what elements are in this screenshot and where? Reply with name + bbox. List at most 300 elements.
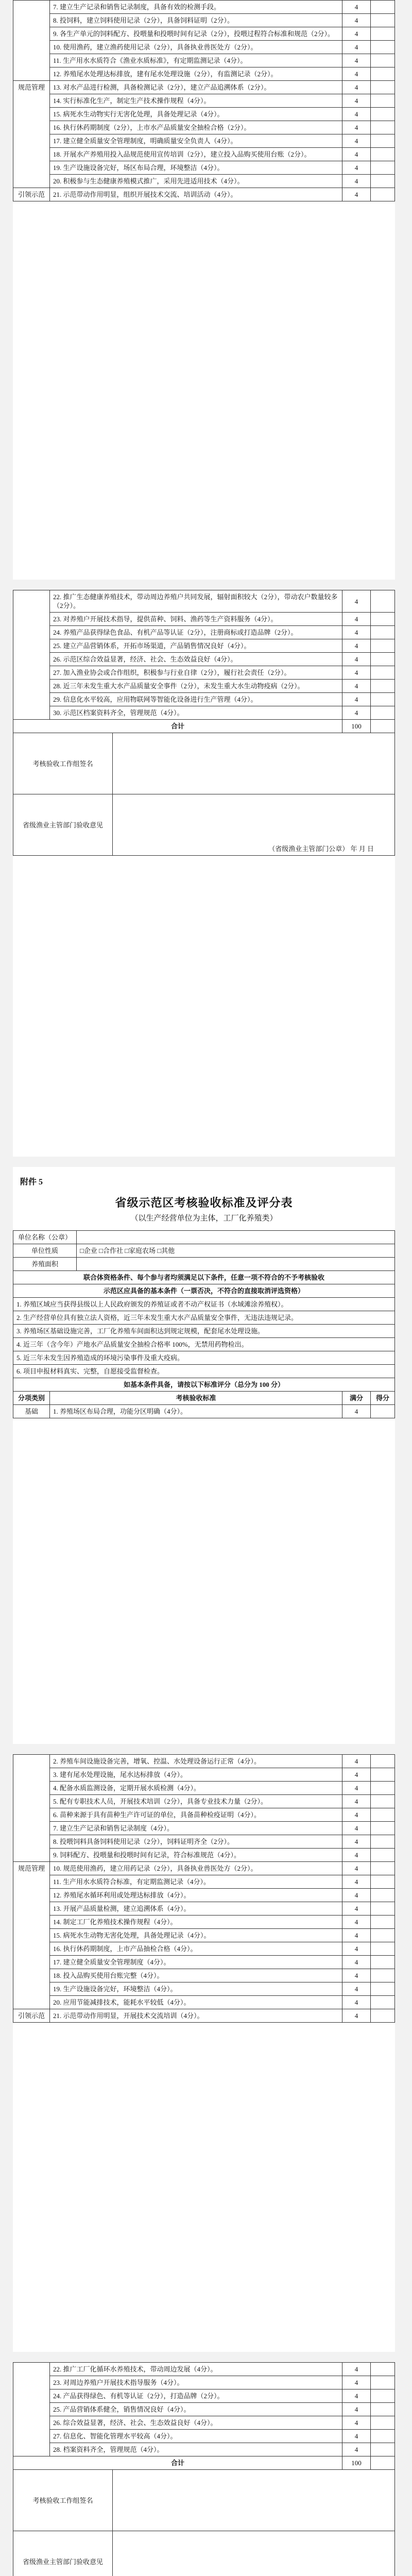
area-label: 养殖面积 (13, 1258, 77, 1271)
row-full: 4 (342, 666, 371, 680)
row-full: 4 (342, 2363, 371, 2376)
table-row (13, 2403, 395, 2416)
table-row (13, 1822, 395, 1835)
row-standard: 16. 执行休药期制度（2分），上市水产品质量安全抽检合格（2分）。 (50, 121, 342, 134)
row-category: 规范管理 (13, 81, 50, 94)
row-score-cell[interactable] (371, 1982, 395, 1996)
row-full: 4 (342, 1875, 371, 1889)
document-page-3 (13, 1167, 395, 1744)
row-category (13, 134, 50, 148)
row-full: 4 (342, 148, 371, 161)
row-score-cell[interactable] (371, 613, 395, 626)
notice-text: 联合体资格条件、每个参与者均须满足以下条件，任意一项不符合的不予考核验收 (13, 1271, 395, 1284)
row-score-cell[interactable] (371, 1835, 395, 1849)
score-header-p3 (13, 1391, 395, 1418)
row-standard: 10. 使用渔药，建立渔药使用记录（2分），具备执业兽医处方（2分）。 (50, 41, 342, 54)
unit-type-label: 单位性质 (13, 1244, 77, 1258)
row-category (13, 653, 50, 666)
row-standard: 24. 养殖产品获得绿色食品、有机产品等认证（2分），注册商标或打造品牌（2分）。 (50, 626, 342, 639)
row-full: 4 (342, 1862, 371, 1875)
row-full: 4 (342, 1782, 371, 1795)
row-category (13, 1875, 50, 1889)
total-table-p5 (13, 2456, 395, 2470)
row-category (13, 175, 50, 188)
basic-condition-row (13, 1311, 395, 1325)
row-full: 4 (342, 613, 371, 626)
total-label: 合计 (13, 720, 342, 733)
row-full: 4 (342, 14, 371, 27)
row-full: 4 (342, 1996, 371, 2009)
row-standard: 14. 制定工厂化养殖技术操作规程（4分）。 (50, 1916, 342, 1929)
basic-conditions-p3 (13, 1297, 395, 1378)
row-standard: 12. 养殖尾水处理达标排放，建有尾水处理设施（2分），有监测记录（2分）。 (50, 67, 342, 81)
row-category (13, 1, 50, 14)
row-category (13, 1969, 50, 1982)
table-row (13, 1889, 395, 1902)
row-score-cell[interactable] (371, 666, 395, 680)
row-category: 基础 (13, 1405, 50, 1418)
row-category (13, 1996, 50, 2009)
row-full: 4 (342, 27, 371, 41)
row-standard: 13. 对水产品进行检测，具备检测记录（2分），建立产品追溯体系（2分）。 (50, 81, 342, 94)
row-score-cell[interactable] (371, 14, 395, 27)
row-score-cell[interactable] (371, 1822, 395, 1835)
table-row (13, 67, 395, 81)
table-row (13, 27, 395, 41)
table-row (13, 1956, 395, 1969)
table-row (13, 1996, 395, 2009)
row-score-cell[interactable] (371, 2389, 395, 2403)
row-full: 4 (342, 1969, 371, 1982)
table-row (13, 2430, 395, 2443)
row-score-cell[interactable] (371, 54, 395, 67)
row-score-cell[interactable] (371, 680, 395, 693)
row-score-cell[interactable] (371, 2443, 395, 2456)
row-full: 4 (342, 1929, 371, 1942)
row-full: 4 (342, 2009, 371, 2023)
row-score-cell[interactable] (371, 706, 395, 720)
th-standard: 考核验收标准 (50, 1392, 342, 1405)
table-row (13, 2443, 395, 2456)
row-full: 4 (342, 2416, 371, 2430)
table-row (13, 666, 395, 680)
sheet-title: 省级示范区考核验收标准及评分表 (115, 1196, 293, 1209)
row-standard: 10. 规范使用渔药，建立用药记录（2分），具备执业兽医处方（2分）。 (50, 1862, 342, 1875)
table-row (13, 1942, 395, 1956)
row-score-cell[interactable] (371, 2009, 395, 2023)
row-score-cell[interactable] (371, 1956, 395, 1969)
row-standard: 15. 病死水生动物无害化处理，具备处理记录（4分）。 (50, 1929, 342, 1942)
row-standard: 1. 养殖场区布局合理，功能分区明确（4分）。 (50, 1405, 342, 1418)
score-table-p4 (13, 1754, 395, 2023)
table-row (13, 1929, 395, 1942)
total-score-cell[interactable] (371, 2456, 395, 2470)
row-standard: 21. 示范带动作用明显，开展技术交流培训（4分）。 (50, 2009, 342, 2023)
row-full: 4 (342, 67, 371, 81)
row-score-cell[interactable] (371, 1916, 395, 1929)
row-category (13, 1929, 50, 1942)
basic-condition-row (13, 1325, 395, 1338)
table-row (13, 134, 395, 148)
row-category (13, 1916, 50, 1929)
basic-conditions-header: 示范区应具备的基本条件（一票否决，不符合的直接取消评选资格） (13, 1284, 395, 1298)
row-standard: 27. 加入渔业协会或合作组织，积极参与行业自律（2分），履行社会责任（2分）。 (50, 666, 342, 680)
table-row (13, 1862, 395, 1875)
row-score-cell[interactable] (371, 2430, 395, 2443)
row-standard: 9. 饲料配方、投喂量和投喂时间有记录，符合标准规范（4分）。 (50, 1849, 342, 1862)
row-standard: 30. 示范区档案资料齐全，管理规范（4分）。 (50, 706, 342, 720)
row-standard: 13. 开展产品质量检测，建立追溯体系（4分）。 (50, 1902, 342, 1916)
row-standard: 14. 实行标准化生产，制定生产技术操作规程（4分）。 (50, 94, 342, 108)
row-full: 4 (342, 2389, 371, 2403)
row-full: 4 (342, 1916, 371, 1929)
row-category (13, 2389, 50, 2403)
row-category (13, 2430, 50, 2443)
row-category (13, 27, 50, 41)
row-full: 4 (342, 2403, 371, 2416)
row-score-cell[interactable] (371, 2416, 395, 2430)
row-full: 4 (342, 1849, 371, 1862)
row-category: 引领示范 (13, 2009, 50, 2023)
score-table-p5 (13, 2362, 395, 2456)
row-standard: 16. 执行休药期制度，上市产品抽检合格（4分）。 (50, 1942, 342, 1956)
row-category (13, 2416, 50, 2430)
table-row (13, 41, 395, 54)
row-full: 4 (342, 94, 371, 108)
row-category (13, 613, 50, 626)
row-score-cell[interactable] (371, 41, 395, 54)
row-standard: 26. 综合效益显著，经济、社会、生态效益良好（4分）。 (50, 2416, 342, 2430)
row-standard: 23. 对养殖户开展技术指导，提供苗种、饲料、渔药等生产资料服务（4分）。 (50, 613, 342, 626)
row-full: 4 (342, 693, 371, 706)
row-full: 4 (342, 161, 371, 175)
basic-condition: 1. 养殖区域应当获得县级以上人民政府颁发的养殖证或者不动产权证书（水域滩涂养殖权）。 (13, 1298, 395, 1311)
row-score-cell[interactable] (371, 108, 395, 121)
row-standard: 28. 档案资料齐全，管理规范（4分）。 (50, 2443, 342, 2456)
table-row (13, 2389, 395, 2403)
row-standard: 18. 开展水产养殖用投入品规范使用宣传培训（2分），建立投入品购买使用台账（2分）。 (50, 148, 342, 161)
row-standard: 5. 配有专职技术人员，开展技术培训（2分），具备专业技术力量（2分）。 (50, 1795, 342, 1808)
unit-info-table-p3 (13, 1230, 395, 1298)
row-score-cell[interactable] (371, 148, 395, 161)
row-score-cell[interactable] (371, 1929, 395, 1942)
row-score-cell[interactable] (371, 590, 395, 613)
row-full: 4 (342, 590, 371, 613)
row-category (13, 1982, 50, 1996)
row-standard: 12. 养殖尾水循环利用或处理达标排放（4分）。 (50, 1889, 342, 1902)
row-category (13, 54, 50, 67)
row-category (13, 67, 50, 81)
table-row (13, 161, 395, 175)
row-score-cell[interactable] (371, 1862, 395, 1875)
row-full: 4 (342, 108, 371, 121)
row-score-cell[interactable] (371, 1875, 395, 1889)
signature-table-p5 (13, 2469, 395, 2576)
table-row (13, 121, 395, 134)
row-full: 4 (342, 1982, 371, 1996)
sign-dept-label: 省级渔业主管部门验收意见 (13, 2531, 113, 2576)
sign-group-field[interactable] (113, 2470, 395, 2531)
row-full: 4 (342, 1795, 371, 1808)
row-full: 4 (342, 134, 371, 148)
table-row (13, 2416, 395, 2430)
row-standard: 8. 投饲料，建立饲料使用记录（2分），具备饲料证明（2分）。 (50, 14, 342, 27)
row-category (13, 626, 50, 639)
row-score-cell[interactable] (371, 1405, 395, 1418)
table-row (13, 1755, 395, 1768)
row-full: 4 (342, 1768, 371, 1782)
row-score-cell[interactable] (371, 693, 395, 706)
table-row (13, 175, 395, 188)
table-row (13, 613, 395, 626)
row-score-cell[interactable] (371, 1755, 395, 1768)
row-standard: 7. 建立生产记录和销售记录制度（4分）。 (50, 1822, 342, 1835)
row-standard: 25. 产品营销体系健全，销售情况良好（4分）。 (50, 2403, 342, 2416)
row-score-cell[interactable] (371, 134, 395, 148)
table-row (13, 2376, 395, 2389)
row-category (13, 1782, 50, 1795)
unit-name-field[interactable] (77, 1231, 395, 1244)
row-full: 4 (342, 175, 371, 188)
row-score-cell[interactable] (371, 27, 395, 41)
sheet-subtitle: （以生产经营单位为主体，工厂化养殖类） (130, 1214, 278, 1223)
row-full: 4 (342, 1902, 371, 1916)
row-full: 4 (342, 1835, 371, 1849)
table-row (13, 2009, 395, 2023)
score-table-p1 (13, 0, 395, 201)
row-full: 4 (342, 626, 371, 639)
score-table-p2 (13, 590, 395, 720)
sign-dept-note (113, 2531, 395, 2576)
table-row (13, 148, 395, 161)
sign-group-label: 考核验收工作组签名 (13, 733, 113, 794)
basic-condition-row (13, 1298, 395, 1311)
sign-group-field[interactable] (113, 733, 395, 794)
row-category (13, 666, 50, 680)
row-category (13, 121, 50, 134)
table-row (13, 1795, 395, 1808)
row-standard: 22. 推广生态健康养殖技术，带动周边养殖户共同发展，辐射面积较大（2分），带动农户数量较多（2分）。 (50, 590, 342, 613)
row-standard: 11. 生产用水水质符合标准，有定期监测记录（4分）。 (50, 1875, 342, 1889)
row-standard: 22. 推广工厂化循环水养殖技术，带动周边发展（4分）。 (50, 2363, 342, 2376)
row-category (13, 1808, 50, 1822)
row-score-cell[interactable] (371, 1996, 395, 2009)
table-row (13, 81, 395, 94)
row-category (13, 1942, 50, 1956)
row-standard: 11. 生产用水水质符合《渔业水质标准》，有定期监测记录（4分）。 (50, 54, 342, 67)
basic-condition-row (13, 1365, 395, 1378)
total-score-cell[interactable] (371, 720, 395, 733)
table-row (13, 188, 395, 201)
table-row (13, 626, 395, 639)
row-score-cell[interactable] (371, 1942, 395, 1956)
total-full: 100 (342, 720, 371, 733)
row-score-cell[interactable] (371, 67, 395, 81)
total-full: 100 (342, 2456, 371, 2470)
row-category (13, 2363, 50, 2376)
row-standard: 8. 投喂饲料具备饲料使用记录（2分），饲料证明齐全（2分）。 (50, 1835, 342, 1849)
row-score-cell[interactable] (371, 175, 395, 188)
row-category (13, 680, 50, 693)
area-field[interactable] (77, 1258, 395, 1271)
row-category: 引领示范 (13, 188, 50, 201)
table-row (13, 590, 395, 613)
table-row (13, 639, 395, 653)
row-score-cell[interactable] (371, 81, 395, 94)
row-category (13, 1889, 50, 1902)
table-row (13, 1982, 395, 1996)
row-score-cell[interactable] (371, 653, 395, 666)
table-row (13, 1875, 395, 1889)
row-full: 4 (342, 41, 371, 54)
signature-table-p2 (13, 733, 395, 856)
row-score-cell[interactable] (371, 2363, 395, 2376)
th-full: 满分 (342, 1392, 371, 1405)
row-category (13, 94, 50, 108)
row-standard: 2. 养殖车间设施设备完善，增氧、控温、水处理设备运行正常（4分）。 (50, 1755, 342, 1768)
row-full: 4 (342, 706, 371, 720)
unit-name-label: 单位名称（公章） (13, 1231, 77, 1244)
document-page-2 (13, 590, 395, 1157)
table-row (13, 693, 395, 706)
row-standard: 15. 病死水生动物实行无害化处理，具备处理记录（4分）。 (50, 108, 342, 121)
row-category (13, 1849, 50, 1862)
row-score-cell[interactable] (371, 1889, 395, 1902)
row-score-cell[interactable] (371, 1, 395, 14)
row-full: 4 (342, 680, 371, 693)
row-score-cell[interactable] (371, 188, 395, 201)
row-category (13, 590, 50, 613)
row-score-cell[interactable] (371, 626, 395, 639)
row-category (13, 706, 50, 720)
row-full: 4 (342, 639, 371, 653)
row-category (13, 161, 50, 175)
row-standard: 28. 近三年未发生重大水产品质量安全事件（2分），未发生重大水生动物疫病（2分）。 (50, 680, 342, 693)
row-standard: 25. 建立产品营销体系，开拓市场渠道，产品销售情况良好（4分）。 (50, 639, 342, 653)
row-standard: 24. 产品获得绿色、有机等认证（2分），打造品牌（2分）。 (50, 2389, 342, 2403)
row-full: 4 (342, 81, 371, 94)
total-table-p2 (13, 719, 395, 733)
row-full: 4 (342, 653, 371, 666)
total-label: 合计 (13, 2456, 342, 2470)
row-score-cell[interactable] (371, 1902, 395, 1916)
row-full: 4 (342, 1808, 371, 1822)
row-full: 4 (342, 1755, 371, 1768)
table-row (13, 94, 395, 108)
basic-condition-row (13, 1338, 395, 1351)
row-score-cell[interactable] (371, 1849, 395, 1862)
row-standard: 21. 示范带动作用明显，组织开展技术交流、培训活动（4分）。 (50, 188, 342, 201)
row-standard: 17. 建立健全质量安全管理制度，明确质量安全负责人（4分）。 (50, 134, 342, 148)
row-category (13, 148, 50, 161)
table-row (13, 1849, 395, 1862)
row-standard: 29. 信息化水平较高，应用物联网等智能化设备进行生产管理（4分）。 (50, 693, 342, 706)
row-score-cell[interactable] (371, 161, 395, 175)
sign-group-label: 考核验收工作组签名 (13, 2470, 113, 2531)
basic-condition: 4. 近三年（含今年）产地水产品质量安全抽检合格率 100%，无禁用药物检出。 (13, 1338, 395, 1351)
verify-note: 如基本条件具备，请按以下标准评分（总分为 100 分） (13, 1378, 395, 1392)
unit-type-field[interactable]: □企业 □合作社 □家庭农场 □其他 (77, 1244, 395, 1258)
row-score-cell[interactable] (371, 639, 395, 653)
row-category (13, 2443, 50, 2456)
row-full: 4 (342, 1942, 371, 1956)
row-category (13, 1822, 50, 1835)
row-category: 规范管理 (13, 1862, 50, 1875)
row-category (13, 41, 50, 54)
row-category (13, 693, 50, 706)
row-standard: 20. 应用节能减排技术，能耗水平较低（4分）。 (50, 1996, 342, 2009)
row-full: 4 (342, 54, 371, 67)
table-row (13, 1782, 395, 1795)
table-row (13, 680, 395, 693)
th-category: 分项类别 (13, 1392, 50, 1405)
row-category (13, 1795, 50, 1808)
row-standard: 7. 建立生产记录和销售记录制度，具备有效的检测手段。 (50, 1, 342, 14)
row-category (13, 1755, 50, 1768)
table-row (13, 1768, 395, 1782)
table-row (13, 1916, 395, 1929)
row-score-cell[interactable] (371, 2376, 395, 2389)
annex-label: 附件 5 (20, 1178, 43, 1187)
row-score-cell[interactable] (371, 2403, 395, 2416)
row-category (13, 2376, 50, 2389)
document-page-5 (13, 2362, 395, 2576)
row-full: 4 (342, 121, 371, 134)
sign-dept-label: 省级渔业主管部门验收意见 (13, 794, 113, 856)
row-standard: 27. 信息化、智能化管理水平较高（4分）。 (50, 2430, 342, 2443)
row-standard: 20. 积极参与生态健康养殖模式推广，采用先进适用技术（4分）。 (50, 175, 342, 188)
row-score-cell[interactable] (371, 1768, 395, 1782)
row-category (13, 1902, 50, 1916)
row-category (13, 1956, 50, 1969)
row-category (13, 108, 50, 121)
row-full: 4 (342, 2430, 371, 2443)
row-score-cell[interactable] (371, 94, 395, 108)
document-page-4 (13, 1754, 395, 2352)
row-full: 4 (342, 1889, 371, 1902)
basic-condition-row (13, 1351, 395, 1365)
table-row (13, 108, 395, 121)
row-score-cell[interactable] (371, 1782, 395, 1795)
row-full: 4 (342, 2376, 371, 2389)
row-full: 4 (342, 2443, 371, 2456)
row-score-cell[interactable] (371, 1969, 395, 1982)
row-standard: 6. 苗种来源于具有苗种生产许可证的单位，具备苗种检疫证明（4分）。 (50, 1808, 342, 1822)
th-score: 得分 (371, 1392, 395, 1405)
row-full: 4 (342, 1, 371, 14)
table-row (13, 706, 395, 720)
table-row (13, 1808, 395, 1822)
row-full: 4 (342, 1956, 371, 1969)
row-score-cell[interactable] (371, 1808, 395, 1822)
table-row (13, 1902, 395, 1916)
row-score-cell[interactable] (371, 121, 395, 134)
row-standard: 19. 生产设施设备完好，环境整洁（4分）。 (50, 1982, 342, 1996)
row-standard: 3. 建有尾水处理设施，尾水达标排放（4分）。 (50, 1768, 342, 1782)
row-category (13, 2403, 50, 2416)
table-row (13, 653, 395, 666)
row-score-cell[interactable] (371, 1795, 395, 1808)
table-row (13, 1969, 395, 1982)
table-row (13, 1, 395, 14)
row-standard: 9. 各生产单元的饲料配方、投喂量和投喂时间有记录（2分），投喂过程符合标准和规范（2分）。 (50, 27, 342, 41)
row-category (13, 639, 50, 653)
row-standard: 4. 配备水质监测设备，定期开展水质检测（4分）。 (50, 1782, 342, 1795)
row-standard: 18. 投入品购买使用台账完整（4分）。 (50, 1969, 342, 1982)
row-standard: 19. 生产设施设备完好，场区布局合理，环境整洁（4分）。 (50, 161, 342, 175)
basic-condition: 5. 近三年未发生因养殖造成的环境污染事件及重大疫病。 (13, 1351, 395, 1365)
table-row (13, 14, 395, 27)
